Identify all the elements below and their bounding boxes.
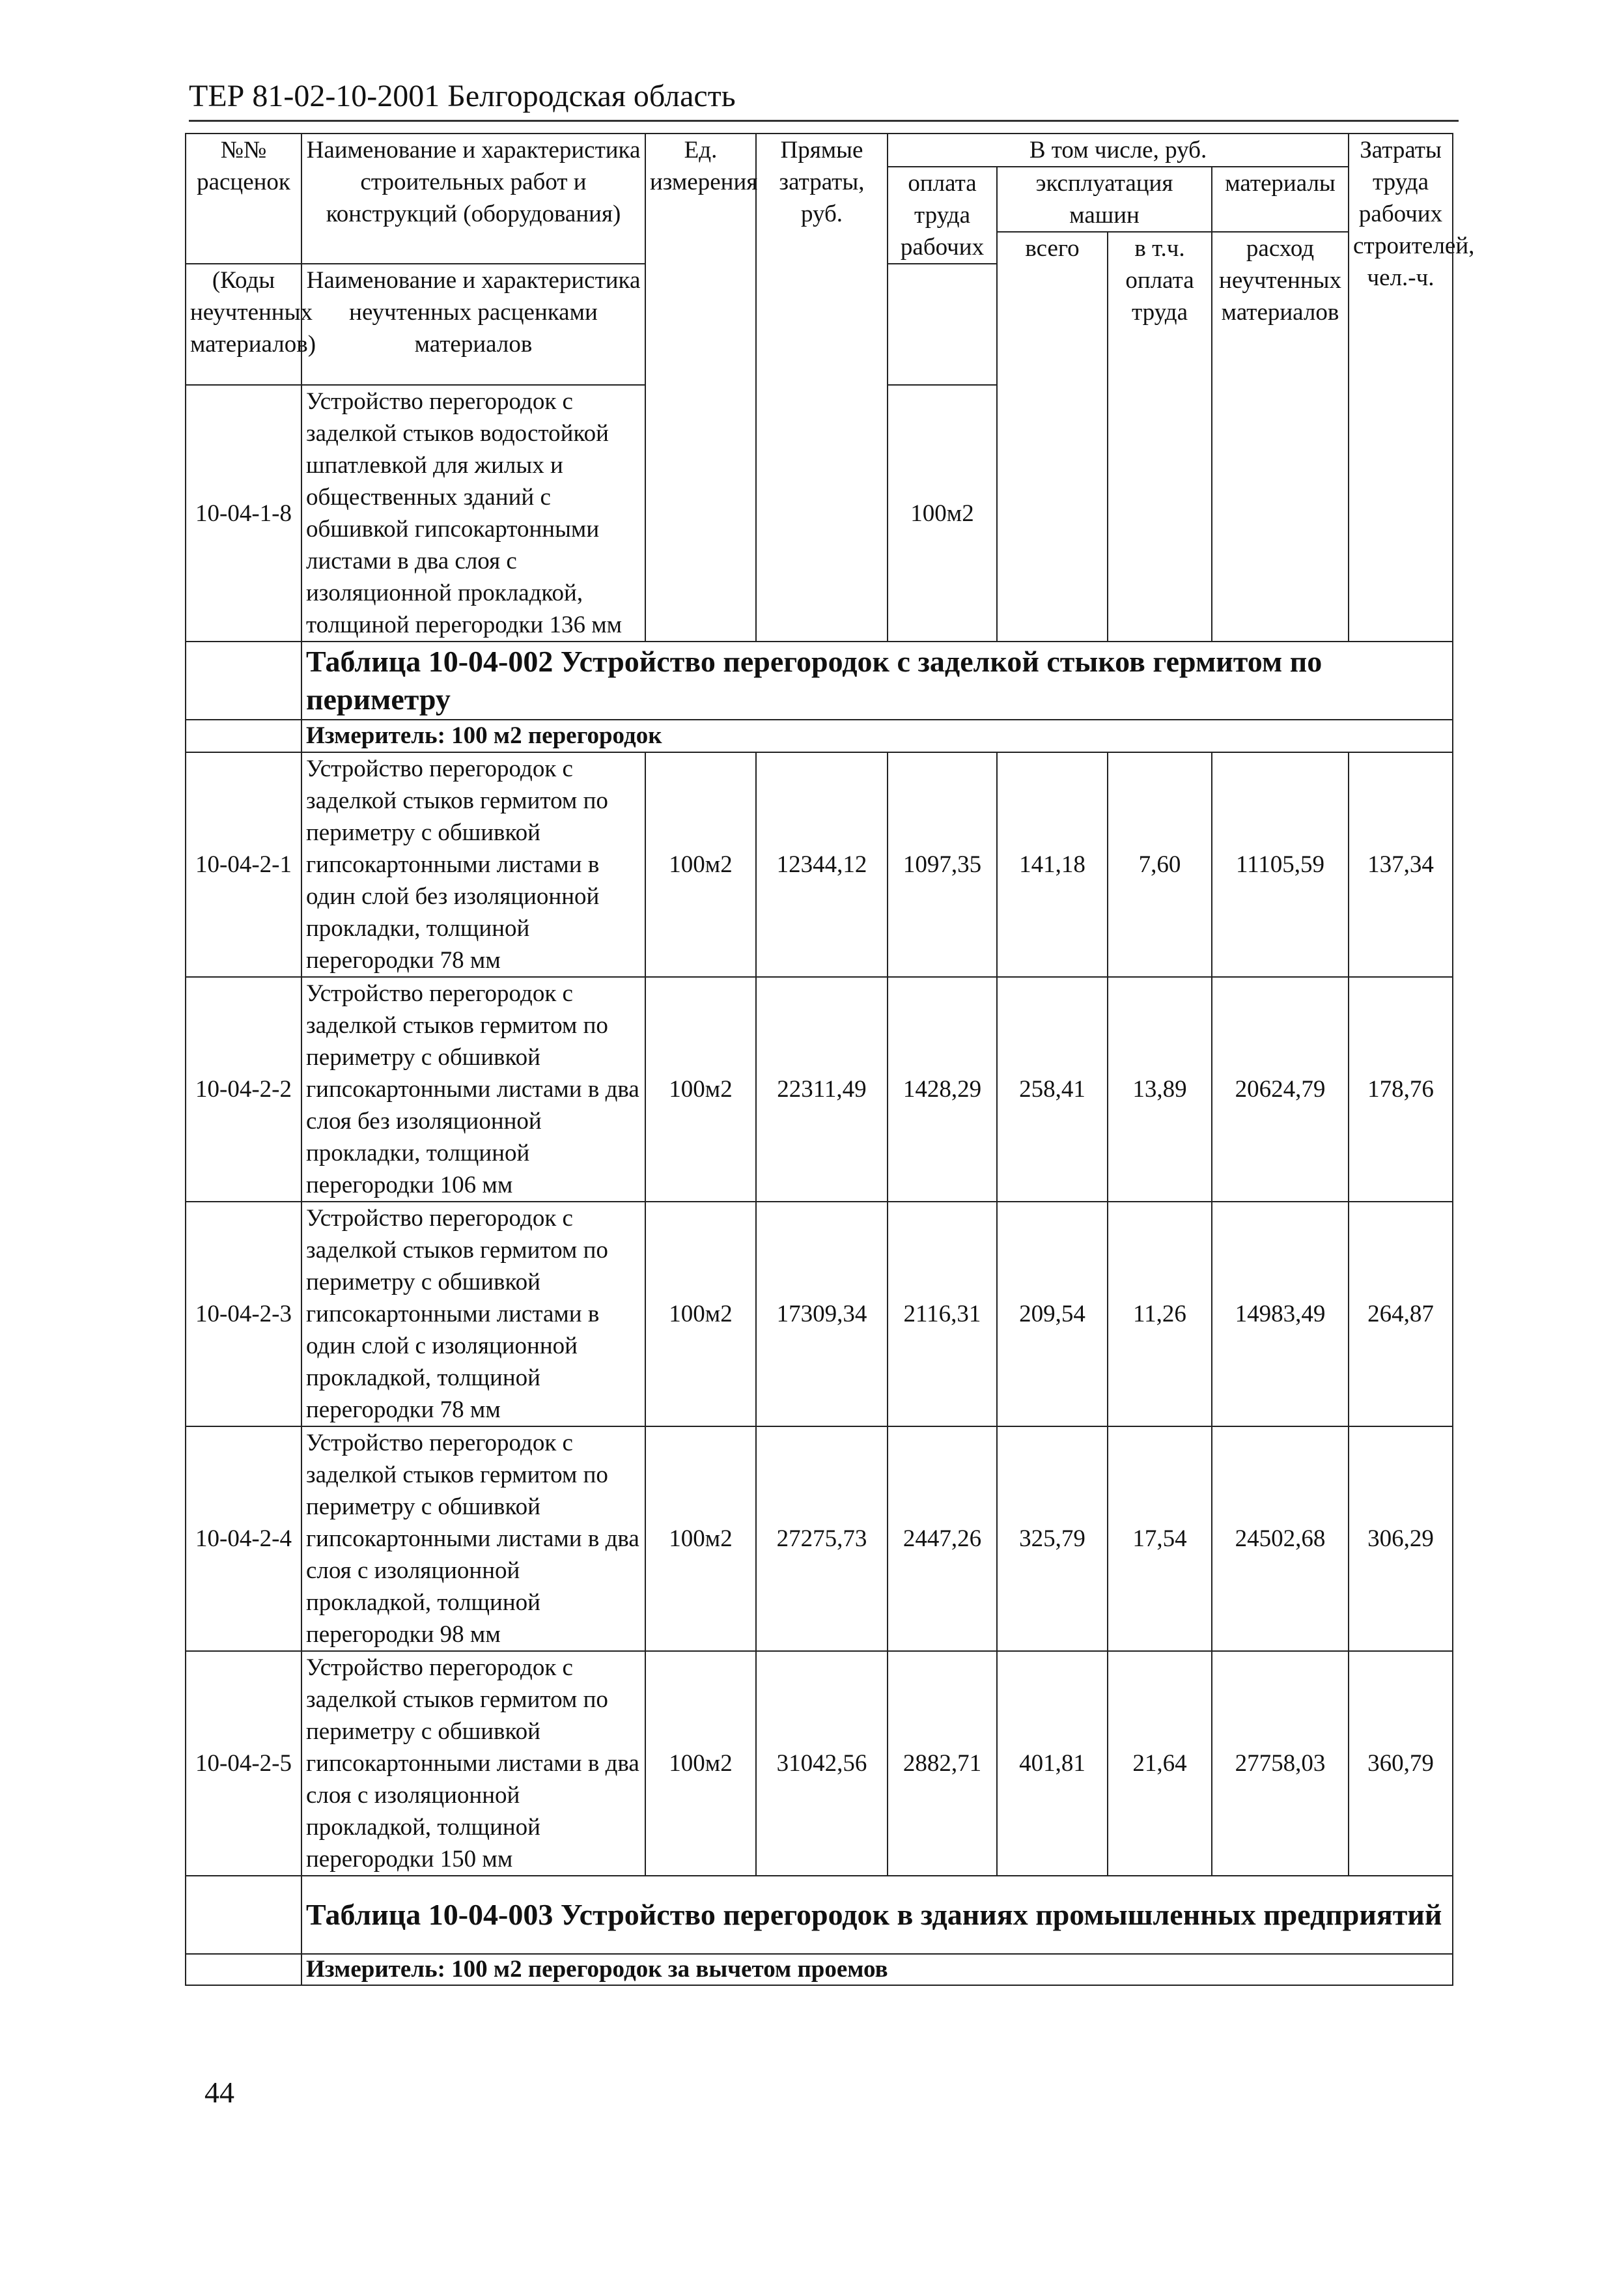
rate-labor: 264,87 bbox=[1349, 1202, 1453, 1426]
measure-row bbox=[186, 720, 1453, 752]
rate-description: Устройство перегородок с заделкой стыков гермитом по периметру с обшивкой гипсокартонными листами в два слоя с изоляционной прокладкой, толщиной перегородки 98 мм bbox=[301, 1426, 645, 1651]
rate-unit: 100м2 bbox=[645, 977, 756, 1202]
col-header-unaccounted: расход неучтенных материалов bbox=[1212, 232, 1349, 642]
rate-unit: 100м2 bbox=[645, 1202, 756, 1426]
col-header-incl-wages: в т.ч. оплата труда bbox=[1108, 232, 1212, 642]
rate-wages: 1428,29 bbox=[888, 977, 997, 1202]
table-title-row bbox=[186, 1876, 1453, 1954]
rate-labor: 137,34 bbox=[1349, 752, 1453, 977]
rate-code: 10-04-2-5 bbox=[186, 1651, 301, 1876]
col-header-machines: эксплуатация машин bbox=[997, 167, 1212, 232]
col-header-total: всего bbox=[997, 232, 1108, 642]
rate-machines: 141,18 bbox=[997, 752, 1108, 977]
header-row-1 bbox=[186, 134, 1453, 167]
rate-code: 10-04-1-8 bbox=[186, 385, 301, 642]
measure-row bbox=[186, 1954, 1453, 1985]
col-header-name-unaccounted: Наименование и характеристика неучтенных расценками материалов bbox=[301, 264, 645, 385]
rate-unit: 100м2 bbox=[888, 385, 997, 642]
rate-machines-wages: 21,64 bbox=[1108, 1651, 1212, 1876]
rate-code: 10-04-2-4 bbox=[186, 1426, 301, 1651]
table-title: Таблица 10-04-003 Устройство перегородок в зданиях промышленных предприятий bbox=[301, 1876, 1453, 1954]
rate-wages: 2882,71 bbox=[888, 1651, 997, 1876]
rate-direct: 27275,73 bbox=[756, 1426, 888, 1651]
rate-description: Устройство перегородок с заделкой стыков водостойкой шпатлевкой для жилых и общественных зданий с обшивкой гипсокартонными листами в два слоя с изоляционной прокладкой, толщиной перегородки 136 мм bbox=[301, 385, 645, 642]
col-header-unit: Ед. измерения bbox=[645, 134, 756, 642]
table-row bbox=[186, 1651, 1453, 1876]
rate-description: Устройство перегородок с заделкой стыков гермитом по периметру с обшивкой гипсокартонными листами в один слой с изоляционной прокладкой, толщиной перегородки 78 мм bbox=[301, 1202, 645, 1426]
page-number: 44 bbox=[204, 2076, 234, 2109]
empty-cell bbox=[186, 642, 301, 720]
rate-machines-wages: 17,54 bbox=[1108, 1426, 1212, 1651]
col-header-materials: материалы bbox=[1212, 167, 1349, 232]
rates-table bbox=[185, 133, 1475, 1986]
rate-machines-wages: 13,89 bbox=[1108, 977, 1212, 1202]
col-header-wages-cont bbox=[888, 264, 997, 385]
document-header: ТЕР 81-02-10-2001 Белгородская область bbox=[189, 77, 1459, 122]
empty-cell bbox=[186, 1954, 301, 1985]
col-header-codes: (Коды неучтенных материалов) bbox=[186, 264, 301, 385]
col-header-wages: оплата труда рабочих bbox=[888, 167, 997, 264]
table-measure: Измеритель: 100 м2 перегородок bbox=[301, 720, 1453, 752]
rate-materials: 11105,59 bbox=[1212, 752, 1349, 977]
rate-machines: 209,54 bbox=[997, 1202, 1108, 1426]
rate-labor: 178,76 bbox=[1349, 977, 1453, 1202]
rate-machines: 325,79 bbox=[997, 1426, 1108, 1651]
rate-description: Устройство перегородок с заделкой стыков гермитом по периметру с обшивкой гипсокартонными листами в два слоя без изоляционной прокладки, толщиной перегородки 106 мм bbox=[301, 977, 645, 1202]
rate-unit: 100м2 bbox=[645, 1426, 756, 1651]
rate-machines-wages: 7,60 bbox=[1108, 752, 1212, 977]
table-title: Таблица 10-04-002 Устройство перегородок с заделкой стыков гермитом по периметру bbox=[301, 642, 1453, 720]
rate-materials: 27758,03 bbox=[1212, 1651, 1349, 1876]
rate-machines: 258,41 bbox=[997, 977, 1108, 1202]
rate-unit: 100м2 bbox=[645, 1651, 756, 1876]
col-header-labor: Затраты труда рабочих строителей, чел.-ч. bbox=[1349, 134, 1453, 642]
col-header-direct: Прямые затраты, руб. bbox=[756, 134, 888, 642]
rate-labor: 360,79 bbox=[1349, 1651, 1453, 1876]
empty-cell bbox=[186, 1876, 301, 1954]
rate-direct: 17309,34 bbox=[756, 1202, 888, 1426]
rate-machines-wages: 11,26 bbox=[1108, 1202, 1212, 1426]
rate-direct: 22311,49 bbox=[756, 977, 888, 1202]
rate-materials: 24502,68 bbox=[1212, 1426, 1349, 1651]
table-title-row bbox=[186, 642, 1453, 720]
rate-description: Устройство перегородок с заделкой стыков гермитом по периметру с обшивкой гипсокартонными листами в один слой без изоляционной прокладки, толщиной перегородки 78 мм bbox=[301, 752, 645, 977]
table-row bbox=[186, 752, 1453, 977]
empty-cell bbox=[186, 720, 301, 752]
col-header-incl: В том числе, руб. bbox=[888, 134, 1349, 167]
table-row bbox=[186, 1202, 1453, 1426]
rate-labor: 306,29 bbox=[1349, 1426, 1453, 1651]
table-row bbox=[186, 1426, 1453, 1651]
rate-wages: 2447,26 bbox=[888, 1426, 997, 1651]
rate-description: Устройство перегородок с заделкой стыков гермитом по периметру с обшивкой гипсокартонными листами в два слоя с изоляционной прокладкой, толщиной перегородки 150 мм bbox=[301, 1651, 645, 1876]
rate-code: 10-04-2-2 bbox=[186, 977, 301, 1202]
rate-code: 10-04-2-3 bbox=[186, 1202, 301, 1426]
rate-direct: 31042,56 bbox=[756, 1651, 888, 1876]
rate-wages: 1097,35 bbox=[888, 752, 997, 977]
rate-machines: 401,81 bbox=[997, 1651, 1108, 1876]
rate-materials: 20624,79 bbox=[1212, 977, 1349, 1202]
table-measure: Измеритель: 100 м2 перегородок за вычетом проемов bbox=[301, 1954, 1453, 1985]
rate-materials: 14983,49 bbox=[1212, 1202, 1349, 1426]
col-header-name: Наименование и характеристика строительных работ и конструкций (оборудования) bbox=[301, 134, 645, 264]
table-row bbox=[186, 977, 1453, 1202]
rate-unit: 100м2 bbox=[645, 752, 756, 977]
rate-code: 10-04-2-1 bbox=[186, 752, 301, 977]
rate-wages: 2116,31 bbox=[888, 1202, 997, 1426]
rate-direct: 12344,12 bbox=[756, 752, 888, 977]
col-header-num: №№ расценок bbox=[186, 134, 301, 264]
